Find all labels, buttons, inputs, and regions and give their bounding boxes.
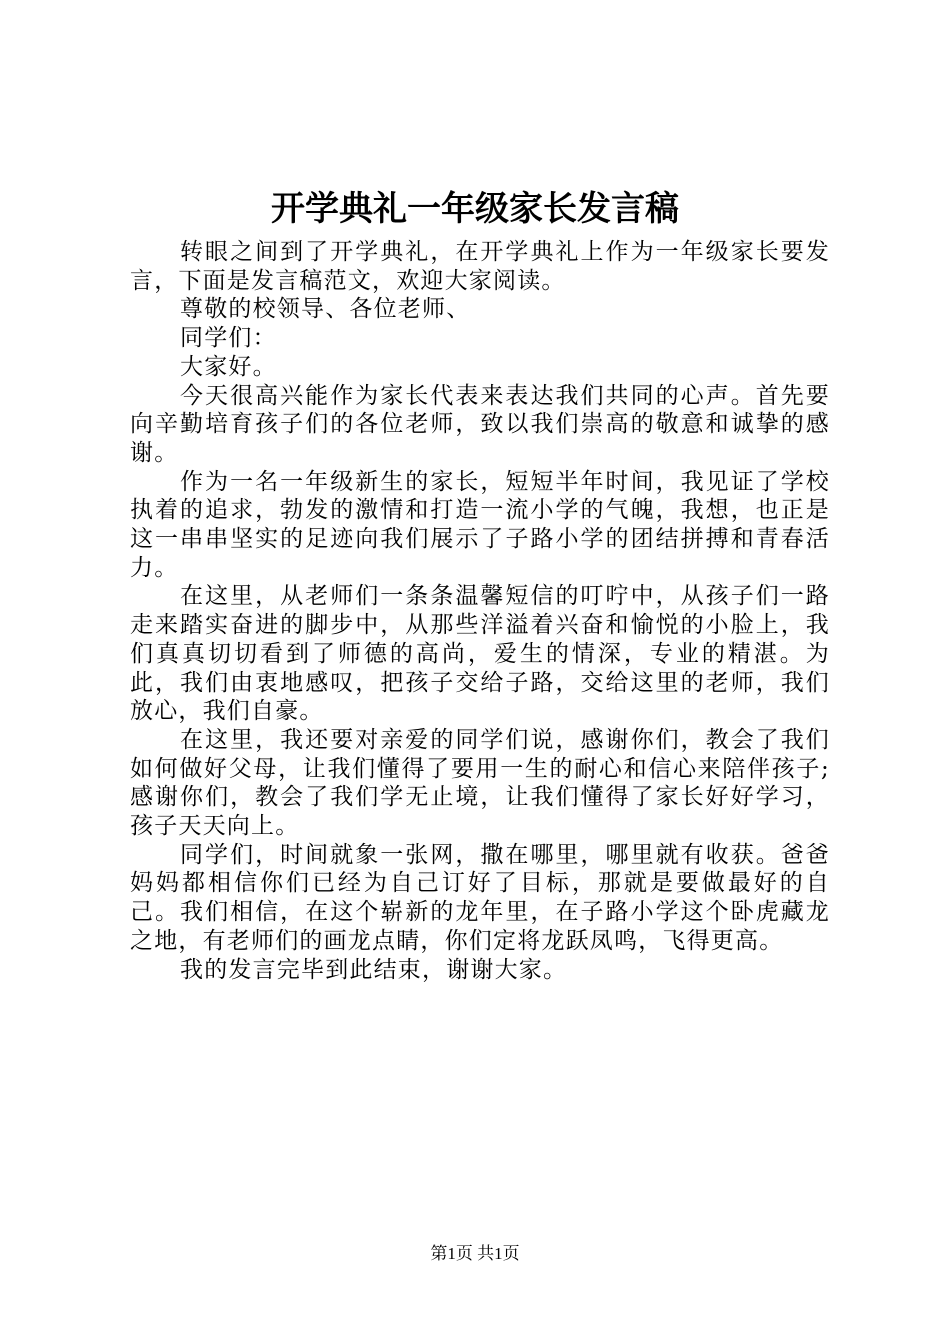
paragraph-salutation-teachers: 尊敬的校领导、各位老师、: [180, 296, 471, 323]
paragraph-intro: 转眼之间到了开学典礼，在开学典礼上作为一年级家长要发言，下面是发言稿范文，欢迎大家阅读。: [130, 239, 830, 294]
paragraph-thanks: 今天很高兴能作为家长代表来表达我们共同的心声。首先要向辛勤培育孩子们的各位老师，致以我们崇高的敬意和诚挚的感谢。: [130, 382, 830, 466]
paragraph-salutation-students: 同学们：: [180, 325, 277, 352]
paragraph-encouragement: 同学们，时间就象一张网，撒在哪里，哪里就有收获。爸爸妈妈都相信你们已经为自己订好了目标，那就是要做最好的自己。我们相信，在这个崭新的龙年里，在子路小学这个卧虎藏龙之地，有老师们的画龙点睛，你们定将龙跃凤鸣，飞得更高。: [130, 841, 830, 954]
page-number-footer: 第1页 共1页: [430, 1244, 520, 1263]
paragraph-teachers: 在这里，从老师们一条条温馨短信的叮咛中，从孩子们一路走来踏实奋进的脚步中，从那些洋溢着兴奋和愉悦的小脸上，我们真真切切看到了师德的高尚，爱生的情深，专业的精湛。为此，我们由衷地感叹，把孩子交给子路，交给这里的老师，我们放心，我们自豪。: [130, 583, 830, 725]
page-title: 开学典礼一年级家长发言稿: [271, 189, 679, 229]
document-body: [130, 238, 830, 984]
paragraph-students: 在这里，我还要对亲爱的同学们说，感谢你们，教会了我们如何做好父母，让我们懂得了要用一生的耐心和信心来陪伴孩子;感谢你们，教会了我们学无止境，让我们懂得了家长好好学习，孩子天天向上。: [130, 726, 830, 840]
paragraph-greeting: 大家好。: [180, 353, 277, 380]
paragraph-witness: 作为一名一年级新生的家长，短短半年时间，我见证了学校执着的追求，勃发的激情和打造一流小学的气魄，我想，也正是这一串串坚实的足迹向我们展示了子路小学的团结拼搏和青春活力。: [130, 468, 830, 581]
paragraph-closing: 我的发言完毕到此结束，谢谢大家。: [180, 956, 568, 983]
